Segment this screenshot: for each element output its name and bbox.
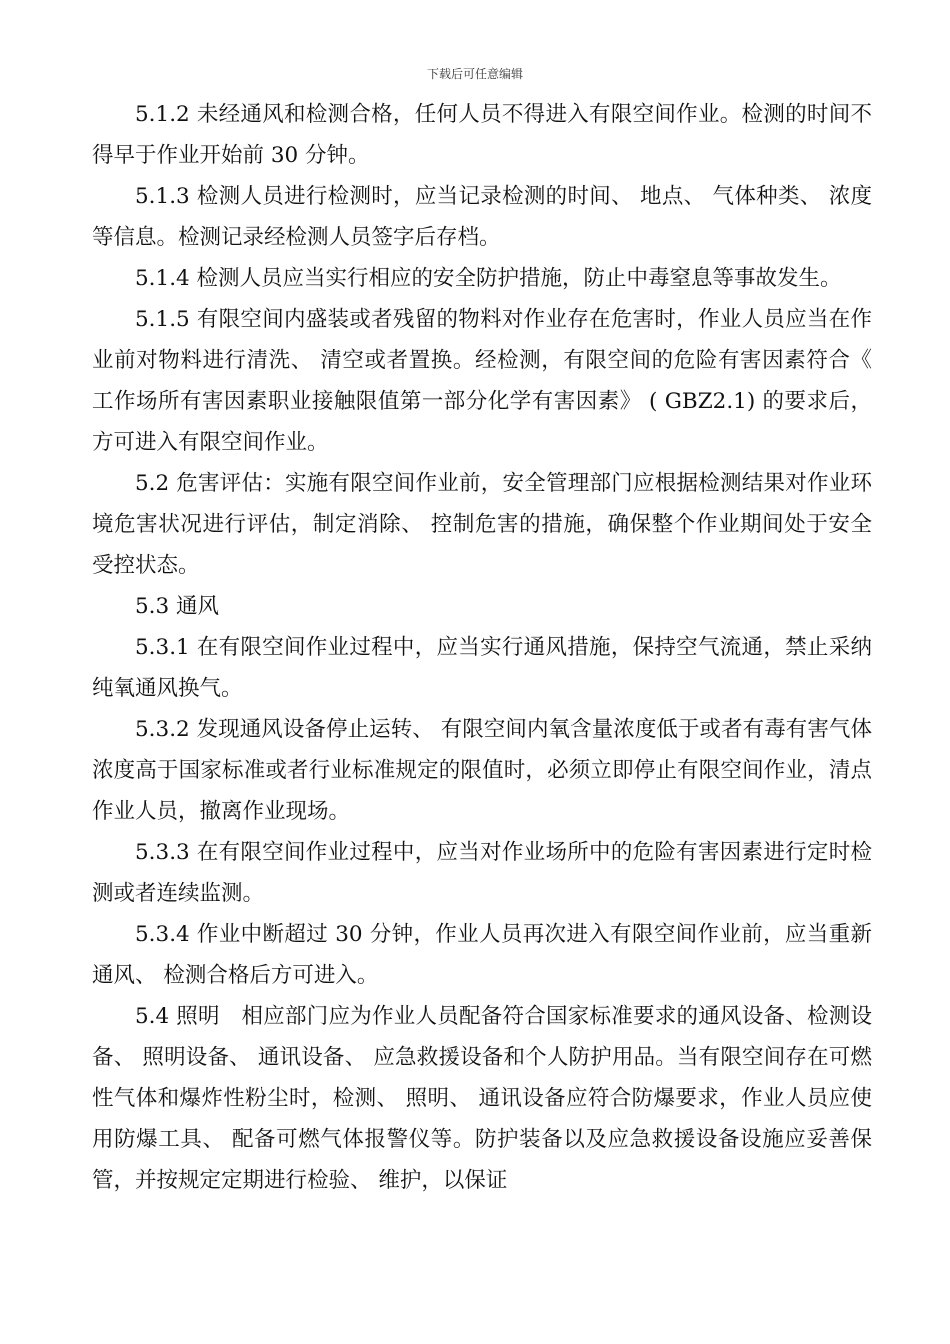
- paragraph-5-1-3: 5.1.3 检测人员进行检测时，应当记录检测的时间、 地点、 气体种类、 浓度等信息。检测记录经检测人员签字后存档。: [92, 184, 872, 250]
- paragraph-5-3-3: 5.3.3 在有限空间作业过程中，应当对作业场所中的危险有害因素进行定时检测或者连续监测。: [92, 840, 872, 906]
- section-heading-5-3: 5.3 通风: [135, 594, 220, 619]
- paragraph-5-3-1: 5.3.1 在有限空间作业过程中，应当实行通风措施，保持空气流通，禁止采纳纯氧通风换气。: [92, 635, 872, 701]
- paragraph-5-1-2: 5.1.2 未经通风和检测合格，任何人员不得进入有限空间作业。检测的时间不得早于作业开始前 30 分钟。: [92, 102, 872, 168]
- document-body: [92, 94, 872, 1201]
- paragraph-5-2: 5.2 危害评估：实施有限空间作业前，安全管理部门应根据检测结果对作业环境危害状况进行评估，制定消除、 控制危害的措施，确保整个作业期间处于安全受控状态。: [92, 471, 872, 578]
- paragraph-5-1-5: 5.1.5 有限空间内盛装或者残留的物料对作业存在危害时，作业人员应当在作业前对物料进行清洗、 清空或者置换。经检测，有限空间的危险有害因素符合《工作场所有害因素职业接触限值第一部分化学有害因素》 ( GBZ2.1) 的要求后，方可进入有限空间作业。: [92, 307, 872, 455]
- paragraph-5-4: 5.4 照明 相应部门应为作业人员配备符合国家标准要求的通风设备、检测设备、 照明设备、 通讯设备、 应急救援设备和个人防护用品。当有限空间存在可燃性气体和爆炸性粉尘时，检测、 照明、 通讯设备应符合防爆要求，作业人员应使用防爆工具、 配备可燃气体报警仪等。防护装备以及应急救援设备设施应妥善保管，并按规定定期进行检验、 维护，以保证: [92, 1004, 872, 1193]
- paragraph-5-1-4: 5.1.4 检测人员应当实行相应的安全防护措施，防止中毒窒息等事故发生。: [135, 266, 842, 291]
- paragraph-5-3-2: 5.3.2 发现通风设备停止运转、 有限空间内氧含量浓度低于或者有毒有害气体浓度高于国家标准或者行业标准规定的限值时，必须立即停止有限空间作业，清点作业人员，撤离作业现场。: [92, 717, 872, 824]
- paragraph-5-3-4: 5.3.4 作业中断超过 30 分钟，作业人员再次进入有限空间作业前，应当重新通风、 检测合格后方可进入。: [92, 922, 872, 988]
- page-header: 下载后可任意编辑: [426, 67, 523, 81]
